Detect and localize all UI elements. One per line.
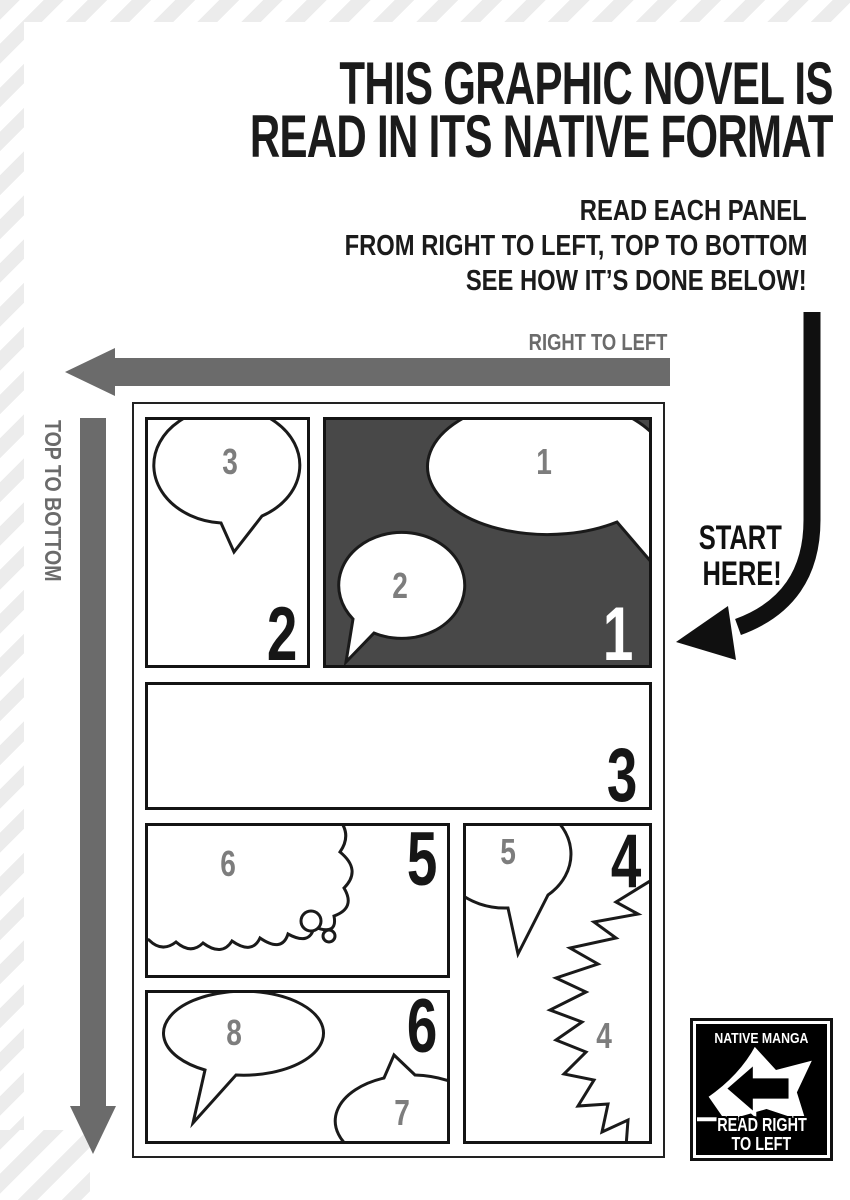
burst-number-4: 4 (596, 1015, 612, 1056)
bubble-number-3: 3 (222, 441, 238, 482)
bubble-number-8: 8 (226, 1012, 242, 1053)
striped-border-left (0, 0, 24, 1200)
starburst-4 (550, 878, 649, 1141)
bubble-number-6: 6 (220, 843, 236, 884)
comic-panel-4 (463, 823, 652, 1144)
badge-title: NATIVE MANGA (714, 1030, 809, 1047)
thought-dot-small (323, 930, 335, 942)
bubble-number-7: 7 (394, 1092, 410, 1133)
page-title (0, 50, 833, 170)
top-to-bottom-label: TOP TO BOTTOM (40, 420, 66, 582)
thought-dot-large (301, 911, 321, 931)
panel-number-1: 1 (602, 592, 633, 668)
comic-panel-2 (145, 417, 310, 668)
speech-bubble-8 (164, 993, 324, 1123)
title-line-1: THIS GRAPHIC NOVEL IS (339, 50, 833, 117)
badge-read-right: READ RIGHT (716, 1115, 807, 1135)
panel-number-3: 3 (606, 733, 637, 810)
bubble-number-2: 2 (392, 565, 408, 606)
native-manga-badge (690, 1018, 833, 1161)
comic-page-diagram (132, 402, 665, 1158)
start-here-arrow-icon (660, 300, 850, 660)
bubble-number-1: 1 (536, 441, 552, 482)
comic-panel-6 (145, 990, 450, 1144)
panel-number-2: 2 (266, 592, 297, 668)
start-here-label: START HERE! (698, 519, 782, 593)
thought-bubble-6 (148, 826, 352, 950)
badge-to-left: TO LEFT (731, 1134, 792, 1154)
panel-number-5: 5 (406, 823, 437, 902)
right-to-left-label: RIGHT TO LEFT (528, 329, 667, 355)
right-to-left-arrow-icon (63, 346, 670, 398)
comic-panel-3 (145, 682, 652, 810)
title-line-2: READ IN ITS NATIVE FORMAT (250, 103, 833, 170)
panel-number-4: 4 (610, 823, 641, 904)
panel-number-6: 6 (406, 990, 437, 1069)
comic-panel-5 (145, 823, 450, 978)
page-subtitle (243, 194, 807, 299)
bubble-number-5: 5 (500, 831, 516, 872)
subtitle-line-1: READ EACH PANEL (580, 195, 807, 227)
top-to-bottom-arrow-icon (70, 418, 116, 1155)
subtitle-line-3: SEE HOW IT’S DONE BELOW! (466, 265, 807, 297)
speech-bubble-5 (466, 826, 571, 954)
striped-border-top (0, 0, 850, 22)
speech-bubble-3 (154, 420, 300, 552)
comic-panel-1 (323, 417, 652, 668)
subtitle-line-2: FROM RIGHT TO LEFT, TOP TO BOTTOM (344, 230, 807, 262)
